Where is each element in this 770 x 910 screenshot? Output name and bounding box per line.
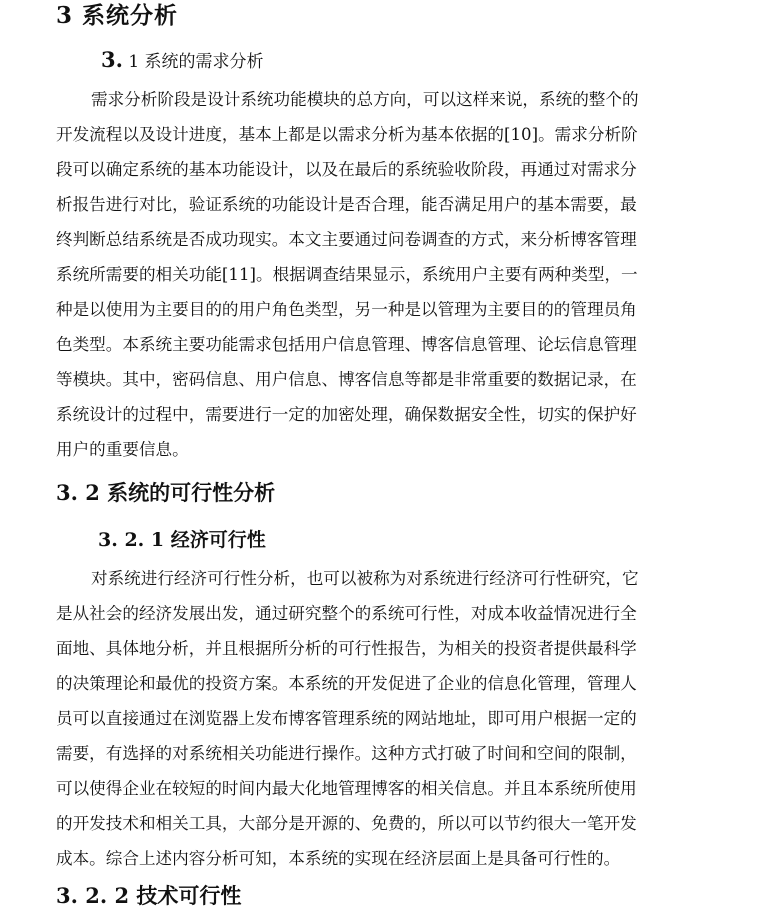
text-line: 用户的重要信息。: [56, 440, 189, 459]
text-line: 系统所需要的相关功能[11]。根据调查结果显示，系统用户主要有两种类型，一: [56, 265, 638, 284]
text-line: 需要，有选择的对系统相关功能进行操作。这种方式打破了时间和空间的限制，: [56, 744, 637, 763]
text-line: 终判断总结系统是否成功现实。本文主要通过问卷调查的方式，来分析博客管理: [56, 230, 637, 249]
text-line: 可以使得企业在较短的时间内最大化地管理博客的相关信息。并且本系统所使用: [56, 779, 637, 798]
text-line: 员可以直接通过在浏览器上发布博客管理系统的网站地址，即可用户根据一定的: [56, 709, 637, 728]
text-line: 需求分析阶段是设计系统功能模块的总方向，可以这样来说，系统的整个的: [91, 90, 639, 109]
section-heading: 3 系统分析: [56, 2, 179, 29]
text-line: 面地、具体地分析，并且根据所分析的可行性报告，为相关的投资者提供最科学: [56, 639, 637, 658]
text-line: 成本。综合上述内容分析可知，本系统的实现在经济层面上是具备可行性的。: [56, 849, 621, 868]
subsection-title: 1 系统的需求分析: [122, 52, 264, 72]
text-line: 开发流程以及设计进度，基本上都是以需求分析为基本依据的[10]。需求分析阶: [56, 125, 638, 144]
subsection-heading-feasibility: 3. 2 系统的可行性分析: [56, 480, 276, 505]
text-line: 对系统进行经济可行性分析，也可以被称为对系统进行经济可行性研究，它: [91, 569, 639, 588]
text-line: 等模块。其中，密码信息、用户信息、博客信息等都是非常重要的数据记录，在: [56, 370, 637, 389]
subsection-number: 3.: [101, 47, 123, 72]
text-line: 的开发技术和相关工具，大部分是开源的、免费的，所以可以节约很大一笔开发: [56, 814, 637, 833]
economic-feasibility-paragraph: [56, 561, 694, 876]
text-line: 系统设计的过程中，需要进行一定的加密处理，确保数据安全性，切实的保护好: [56, 405, 637, 424]
subsection-heading-requirements: [101, 44, 264, 73]
requirements-paragraph: [56, 82, 694, 467]
text-line: 析报告进行对比，验证系统的功能设计是否合理，能否满足用户的基本需要，最: [56, 195, 637, 214]
subsubsection-heading-economic: 3. 2. 1 经济可行性: [98, 529, 266, 551]
subsubsection-heading-technical: 3. 2. 2 技术可行性: [56, 883, 242, 908]
text-line: 的决策理论和最优的投资方案。本系统的开发促进了企业的信息化管理，管理人: [56, 674, 637, 693]
text-line: 色类型。本系统主要功能需求包括用户信息管理、博客信息管理、论坛信息管理: [56, 335, 637, 354]
text-line: 是从社会的经济发展出发，通过研究整个的系统可行性，对成本收益情况进行全: [56, 604, 637, 623]
text-line: 种是以使用为主要目的的用户角色类型，另一种是以管理为主要目的的管理员角: [56, 300, 637, 319]
text-line: 段可以确定系统的基本功能设计，以及在最后的系统验收阶段，再通过对需求分: [56, 160, 637, 179]
